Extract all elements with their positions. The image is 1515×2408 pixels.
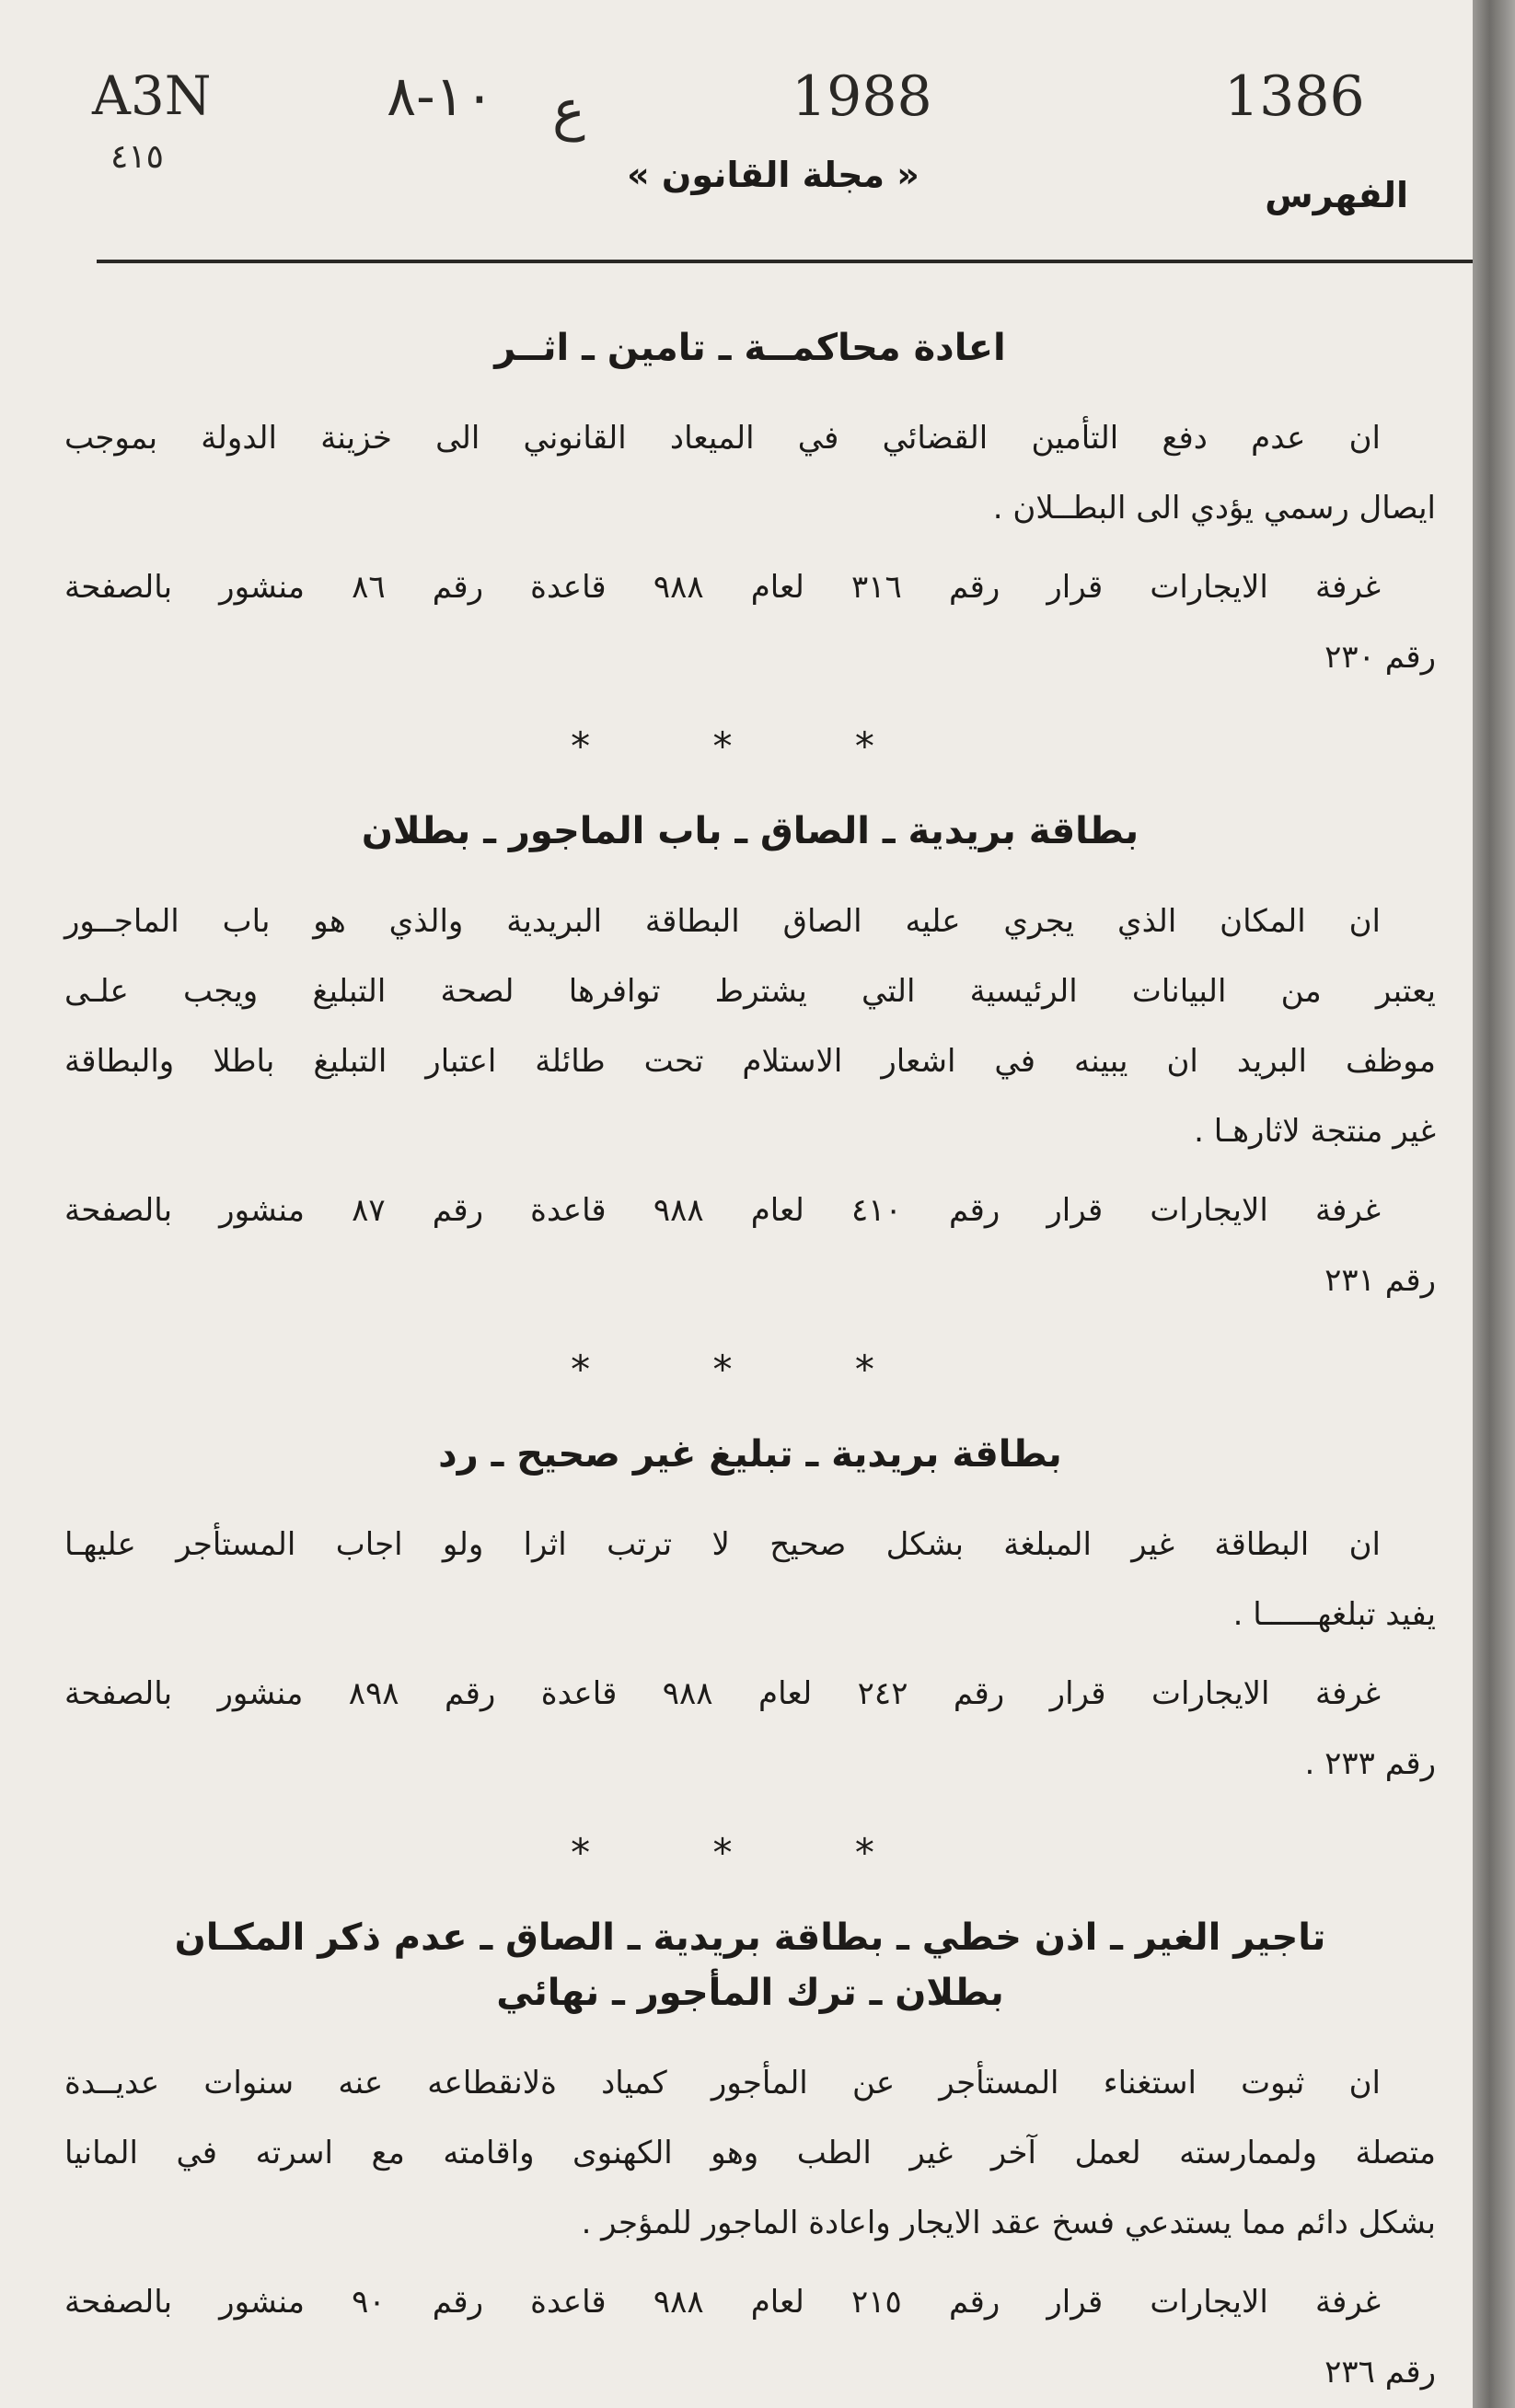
- entry-title: تاجير الغير ـ اذن خطي ـ بطاقة بريدية ـ الصاق ـ عدم ذكر المكـان بطلان ـ ترك المأجور ـ نهائي: [174, 1916, 1326, 2014]
- separator-asterisks: * * *: [571, 1347, 930, 1392]
- entry-reference: غرفة الايجارات قرار رقم ٢٤٢ لعام ٩٨٨ قاعدة رقم ٨٩٨ منشور بالصفحة رقم ٢٣٣ .: [64, 1675, 1436, 1782]
- separator-asterisks: * * *: [571, 1830, 930, 1875]
- entry-title: بطاقة بريدية ـ الصاق ـ باب الماجور ـ بطلان: [361, 810, 1139, 852]
- index-entry: [64, 1910, 1436, 2407]
- entry-body: ان عدم دفع التأمين القضائي في الميعاد القانوني الى خزينة الدولة بموجب ايصال رسمي يؤدي الى البطــلان .: [64, 420, 1436, 527]
- entry-title: بطاقة بريدية ـ تبليغ غير صحيح ـ رد: [438, 1433, 1062, 1476]
- handwritten-code: A3N: [92, 64, 212, 127]
- header-rule: [97, 260, 1491, 263]
- journal-title: « مجلة القانون »: [627, 155, 919, 195]
- entry-body: ان المكان الذي يجري عليه الصاق البطاقة البريدية والذي هو باب الماجــور يعتبر من البيانات الرئيسية التي يشترط توافرها لصحة التبليغ ويجب علـى موظف البريد ان يبينه في اشعار الاستلام تحت طائلة اعتبار التبليغ باطلا والبطاقة غير منتجة لاثارهـا .: [64, 903, 1436, 1150]
- separator-asterisks: * * *: [571, 724, 930, 769]
- page-binding-edge: [1473, 0, 1515, 2408]
- index-entry: [64, 320, 1436, 692]
- index-entry: [64, 804, 1436, 1315]
- entry-body: ان ثبوت استغناء المستأجر عن المأجور كمياد ةلانقطاعه عنه سنوات عديــدة متصلة ولممارسته لعمل آخر غير الطب وهو الكهنوى واقامته مع اسرته في المانيا بشكل دائم مما يستدعي فسخ عقد الايجار واعادة الماجور للمؤجر .: [64, 2065, 1436, 2241]
- index-entry: [64, 1427, 1436, 1799]
- entry-reference: غرفة الايجارات قرار رقم ٣١٦ لعام ٩٨٨ قاعدة رقم ٨٦ منشور بالصفحة رقم ٢٣٠: [64, 569, 1436, 676]
- handwritten-year: 1988: [792, 64, 932, 129]
- handwritten-letter: ع: [552, 78, 585, 143]
- index-label: الفهرس: [1265, 175, 1408, 215]
- entry-title: اعادة محاكمــة ـ تامين ـ اثــر: [494, 327, 1006, 369]
- handwritten-page-ref: ٤١٥: [110, 138, 165, 176]
- entry-reference: غرفة الايجارات قرار رقم ٤١٠ لعام ٩٨٨ قاعدة رقم ٨٧ منشور بالصفحة رقم ٢٣١: [64, 1192, 1436, 1299]
- handwritten-number: 1386: [1224, 64, 1365, 129]
- entry-reference: غرفة الايجارات قرار رقم ٢١٥ لعام ٩٨٨ قاعدة رقم ٩٠ منشور بالصفحة رقم ٢٣٦: [64, 2284, 1436, 2391]
- entry-body: ان البطاقة غير المبلغة بشكل صحيح لا ترتب اثرا ولو اجاب المستأجر عليهـا يفيد تبلغهــــــا .: [64, 1526, 1436, 1633]
- handwritten-date: ١٠-٨: [387, 64, 494, 129]
- index-content: [64, 285, 1436, 2407]
